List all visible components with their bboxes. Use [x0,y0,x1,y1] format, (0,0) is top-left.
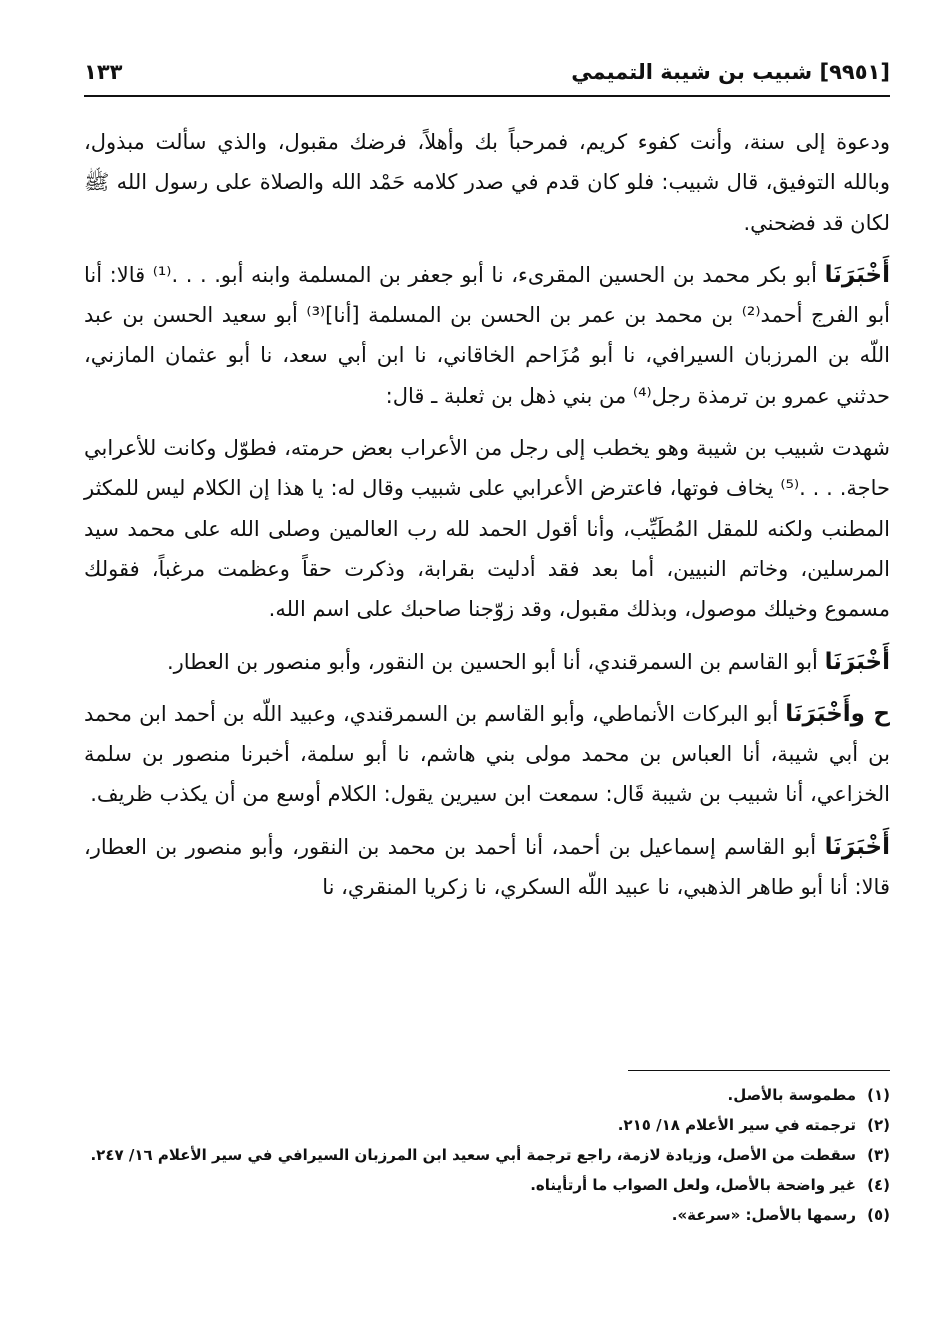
paragraph-lead: أَخْبَرَنَا [824,648,890,675]
paragraph-text: شهدت شبيب بن شيبة وهو يخطب إلى رجل من الأعراب بعض حرمته، فطوّل وكانت للأعرابي حاجة. . . .⁽⁵⁾ يخاف فوتها، فاعترض الأعرابي على شبيب وقال له: يا هذا إن الكلام ليس للمكثر المطنب ولكنه للمقل المُطَيِّب، وأنا أقول الحمد لله رب العالمين وصلى الله على محمد سيد المرسلين، وخاتم النبيين، أما بعد فقد أدليت بقرابة، وذكرت حقاً وعظمت مرغباً، فقولك مسموع وخيلك موصول، وبذلك مقبول، وقد زوّجنا صاحبك على اسم الله. [84,436,890,622]
paragraph-text: أبو القاسم بن السمرقندي، أنا أبو الحسين بن النقور، وأبو منصور بن العطار. [166,649,825,674]
footnote-divider [628,1070,890,1071]
footnote-text: غير واضحة بالأصل، ولعل الصواب ما أرتأيناه. [530,1176,856,1194]
paragraph-text: ودعوة إلى سنة، وأنت كفوء كريم، فمرحباً بك وأهلاً، فرضك مقبول، والذي سألت مبذول، وبالله التوفيق، قال شبيب: فلو كان قدم في صدر كلامه حَمْد الله والصلاة على رسول الله ﷺ لكان قد فضحني. [84,130,890,235]
paragraph-text: أبو البركات الأنماطي، وأبو القاسم بن السمرقندي، وعبيد اللّه بن أحمد ابن محمد بن أبي شيبة، أنا العباس بن محمد مولى بني هاشم، نا أبو سلمة، أخبرنا منصور بن سلمة الخزاعي، أنا شبيب بن شيبة قَال: سمعت ابن سيرين يقول: الكلام أوسع من أن يكذب ظريف. [84,701,890,807]
footnote-number: (٥) [867,1206,890,1224]
footnote-number: (٢) [867,1116,890,1134]
paragraph-6 [84,827,890,908]
footnote-item [84,1080,890,1110]
main-text [84,122,890,919]
footnote-number: (٤) [867,1176,890,1194]
paragraph-4 [84,642,890,682]
footnote-number: (٣) [867,1146,890,1164]
footnote-number: (١) [867,1086,890,1104]
paragraph-5 [84,694,890,815]
footnote-text: ترجمته في سير الأعلام ١٨/ ٢١٥. [617,1116,856,1134]
paragraph-3 [84,428,890,629]
header-divider [84,95,890,97]
footnote-text: رسمها بالأصل: «سرعة». [671,1206,856,1224]
paragraph-lead: ح وأَخْبَرَنَا [785,700,890,727]
footnote-item [84,1140,890,1170]
running-title: [٩٩٥١] شبيب بن شيبة التميمي [571,60,890,84]
footnote-item [84,1170,890,1200]
footnote-text: مطموسة بالأصل. [727,1086,856,1104]
paragraph-1 [84,122,890,243]
footnote-item [84,1110,890,1140]
paragraph-2 [84,255,890,416]
paragraph-text: أبو بكر محمد بن الحسين المقرىء، نا أبو جعفر بن المسلمة وابنه أبو. . . .⁽¹⁾ قالا: أنا أبو الفرج أحمد⁽²⁾ بن محمد بن عمر بن الحسن بن المسلمة [أنا]⁽³⁾ أبو سعيد الحسن بن عبد اللّه بن المرزبان السيرافي، نا أبو مُزَاحم الخاقاني، نا ابن أبي سعد، نا أبو عثمان المازني، حدثني عمرو بن ترمذة رجل⁽⁴⁾ من بني ذهل بن ثعلبة ـ قال: [84,262,890,408]
page-header [84,58,890,92]
page-number: ١٣٣ [84,60,123,84]
paragraph-lead: أَخْبَرَنَا [824,261,890,288]
paragraph-text: أبو القاسم إسماعيل بن أحمد، أنا أحمد بن محمد بن النقور، وأبو منصور بن العطار، قالا: أنا أبو طاهر الذهبي، نا عبيد اللّه السكري، نا زكريا المنقري، نا [84,834,890,900]
footnote-item [84,1200,890,1230]
paragraph-lead: أَخْبَرَنَا [824,833,890,860]
footnotes [84,1080,890,1230]
footnote-text: سقطت من الأصل، وزيادة لازمة، راجع ترجمة أبي سعيد ابن المرزبان السيرافي في سير الأعلام ١٦/ ٢٤٧. [90,1146,856,1164]
